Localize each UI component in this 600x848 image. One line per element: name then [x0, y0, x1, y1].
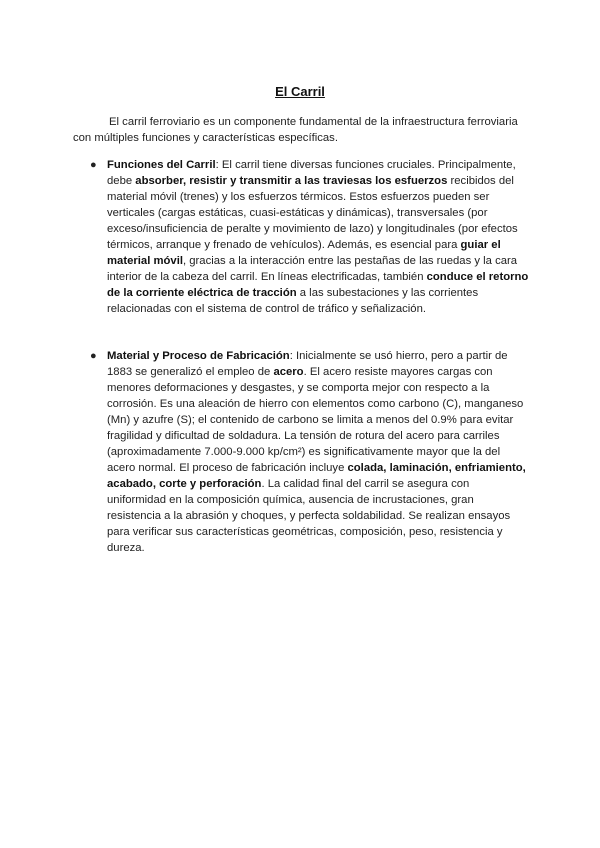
section-text: a las subestaciones y las corrientes relacionadas con el sistema de control de tráfico y señalización. — [107, 287, 479, 315]
section-text: : Inicialmente se usó hierro, pero a partir de 1883 se generalizó el empleo de — [107, 350, 508, 378]
bullet-list-functions — [90, 157, 530, 317]
section-text: : El carril tiene diversas funciones cruciales. Principalmente, debe — [107, 159, 516, 187]
section-heading-material: Material y Proceso de Fabricación — [107, 350, 290, 362]
list-item-material — [90, 348, 530, 556]
bullet-list-material — [90, 348, 530, 556]
section-heading-funciones: Funciones del Carril — [107, 159, 216, 171]
section-text: . El acero resiste mayores cargas con menores deformaciones y desgastes, y se comporta mejor con respecto a la corrosión. Es una aleación de hierro con elementos como carbono (C), manganeso (Mn) y azufre (S); el contenido de carbono se limita a menos del 0.9% para evitar fragilidad y dificultad de soldadura. La tensión de rotura del acero para carriles (aproximadamente 7.000-9.000 kp/cm²) es significativamente mayor que la del acero normal. El proceso de fabricación incluye — [107, 366, 524, 474]
intro-paragraph: El carril ferroviario es un componente fundamental de la infraestructura ferroviaria con múltiples funciones y características específicas. — [73, 116, 518, 144]
document-title: El Carril — [275, 84, 325, 99]
section-text: , gracias a la interacción entre las pestañas de las ruedas y la cara interior de la cabeza del carril. En líneas electrificadas, también — [107, 255, 518, 283]
bold-phrase: absorber, resistir y transmitir a las traviesas los esfuerzos — [135, 175, 448, 187]
bold-phrase: colada, laminación, enfriamiento, acabado, corte y perforación — [107, 462, 526, 490]
section-text: . La calidad final del carril se asegura con uniformidad en la composición química, ausencia de incrustaciones, gran resistencia a la abrasión y choques, y perfecta soldabilidad. Se realizan ensayos para verificar sus características geométricas, composición, peso, resistencia y dureza. — [107, 478, 511, 554]
bold-phrase: acero — [273, 366, 304, 378]
bullet-icon: ● — [90, 350, 97, 362]
bullet-icon: ● — [90, 159, 97, 171]
list-item-funciones — [90, 157, 530, 317]
section-text: recibidos del material móvil (trenes) y los esfuerzos térmicos. Estos esfuerzos pueden ser verticales (cargas estáticas, cuasi-estáticas y dinámicas), transversales (por exceso/insuficiencia de peralte y movimiento de lazo) y longitudinales (por efectos térmicos, arranque y frenado de vehículos). Además, es esencial para — [107, 175, 518, 251]
bold-phrase: conduce el retorno de la corriente eléctrica de tracción — [107, 271, 529, 299]
bold-phrase: guiar el material móvil — [107, 239, 501, 267]
